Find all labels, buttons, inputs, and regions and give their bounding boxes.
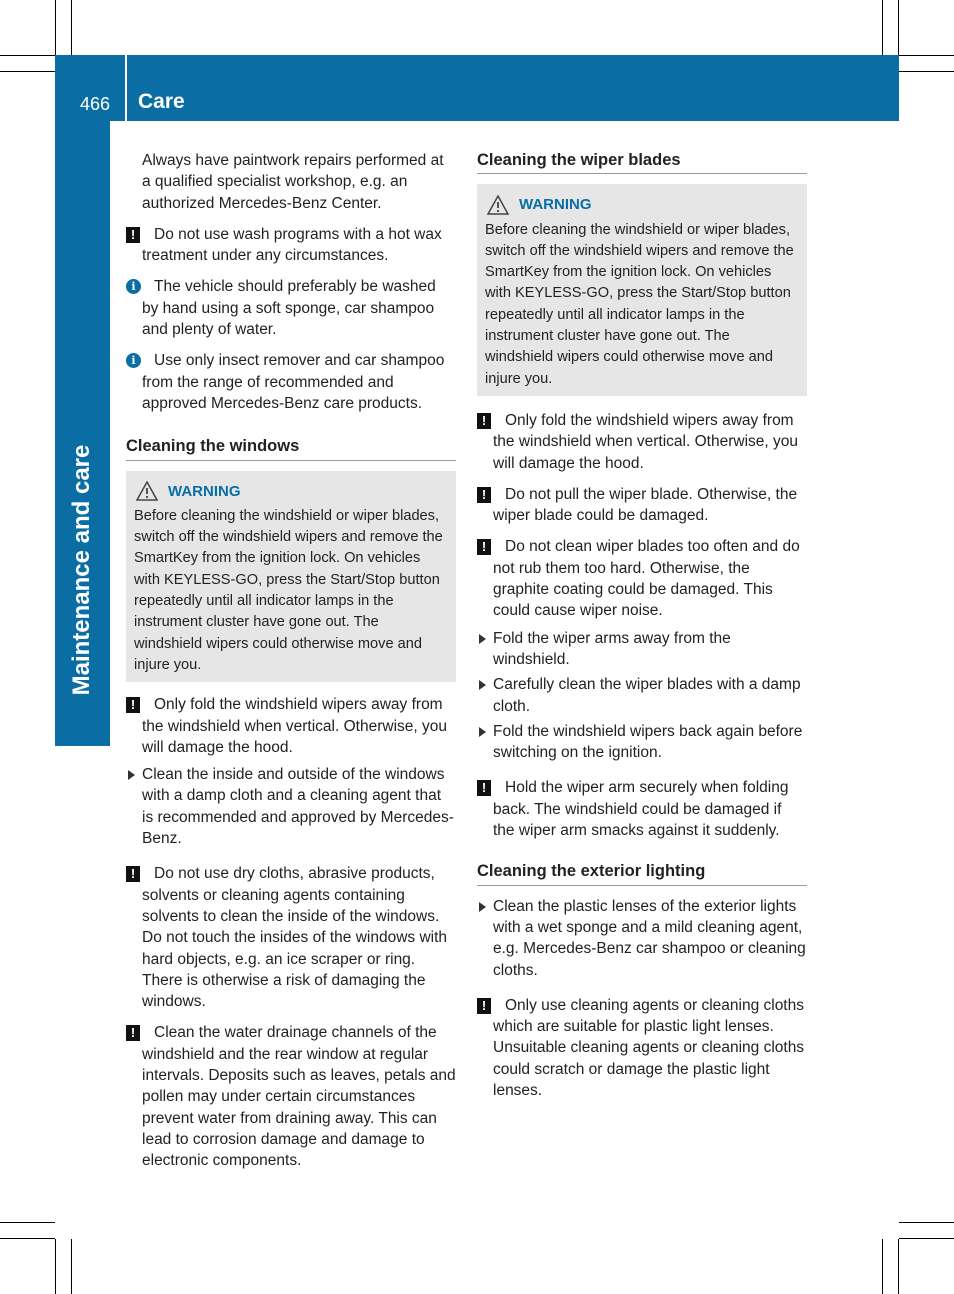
warning-header: [136, 481, 448, 502]
side-tab-label: Maintenance and care: [68, 444, 95, 696]
warning-label: WARNING: [168, 482, 241, 500]
warning-label: WARNING: [519, 196, 592, 214]
arrow-right-icon: [479, 634, 486, 644]
crop-mark: [71, 1239, 72, 1294]
caution-note: ! Do not use wash programs with a hot wax treatment under any circumstances.: [126, 224, 456, 267]
caution-note: ! Do not clean wiper blades too often and do not rub them too hard. Otherwise, the graphite coating could be damaged. This could cause wiper noise.: [477, 536, 807, 621]
crop-mark: [71, 0, 72, 55]
crop-mark: [882, 0, 883, 55]
section-title: Cleaning the exterior lighting: [477, 861, 807, 885]
intro-paragraph: Always have paintwork repairs performed at a qualified specialist workshop, e.g. an authorized Mercedes-Benz Center.: [142, 152, 444, 212]
caution-note: ! Hold the wiper arm securely when folding back. The windshield could be damaged if the wiper arm smacks against it suddenly.: [477, 777, 807, 841]
chapter-title: Care: [138, 90, 185, 113]
info-note: i Use only insect remover and car shampoo from the range of recommended and approved Mercedes-Benz care products.: [126, 350, 456, 414]
caution-note: ! Only use cleaning agents or cleaning cloths which are suitable for plastic light lenses. Unsuitable cleaning agents or cleaning cloths could scratch or damage the plastic light lenses.: [477, 995, 807, 1101]
right-column: [477, 150, 807, 1111]
crop-mark: [899, 71, 954, 72]
section-title: Cleaning the wiper blades: [477, 150, 807, 174]
caution-note: ! Only fold the windshield wipers away from the windshield when vertical. Otherwise, you will damage the hood.: [126, 694, 456, 758]
warning-box: [126, 471, 456, 683]
arrow-right-icon: [479, 902, 486, 912]
warning-box: [477, 184, 807, 396]
info-icon: i: [126, 353, 141, 368]
warning-text: Before cleaning the windshield or wiper blades, switch off the windshield wipers and remove the SmartKey from the ignition lock. On vehicles with KEYLESS-GO, press the Start/Stop button repeatedly until all indicator lamps in the instrument cluster have gone out. The windshield wipers could otherwise move and injure you.: [485, 221, 794, 387]
instruction-step: Fold the windshield wipers back again before switching on the ignition.: [477, 721, 807, 764]
warning-header: [487, 194, 799, 215]
caution-note: ! Clean the water drainage channels of the windshield and the rear window at regular intervals. Deposits such as leaves, petals and pollen may under certain circumstances prevent water from draining away. This can lead to corrosion damage and damage to electronic components.: [126, 1022, 456, 1171]
section-title: Cleaning the windows: [126, 436, 456, 460]
crop-mark: [55, 0, 56, 55]
instruction-step: Clean the plastic lenses of the exterior lights with a wet sponge and a mild cleaning agent, e.g. Mercedes-Benz car shampoo or cleaning cloths.: [477, 896, 807, 981]
exclamation-icon: !: [126, 697, 140, 713]
exclamation-icon: !: [477, 413, 491, 429]
crop-mark: [899, 1222, 954, 1223]
exclamation-icon: !: [126, 227, 140, 243]
crop-mark: [898, 0, 899, 55]
page-number: 466: [80, 94, 111, 114]
exclamation-icon: !: [477, 780, 491, 796]
caution-note: ! Do not pull the wiper blade. Otherwise, the wiper blade could be damaged.: [477, 484, 807, 527]
instruction-step: Fold the wiper arms away from the windshield.: [477, 628, 807, 671]
instruction-step: Carefully clean the wiper blades with a damp cloth.: [477, 674, 807, 717]
crop-mark: [55, 1239, 56, 1294]
warning-text: Before cleaning the windshield or wiper blades, switch off the windshield wipers and remove the SmartKey from the ignition lock. On vehicles with KEYLESS-GO, press the Start/Stop button repeatedly until all indicator lamps in the instrument cluster have gone out. The windshield wipers could otherwise move and injure you.: [134, 507, 443, 673]
crop-mark: [899, 1238, 954, 1239]
info-note: i The vehicle should preferably be washed by hand using a soft sponge, car shampoo and plenty of water.: [126, 276, 456, 340]
exclamation-icon: !: [126, 1025, 140, 1041]
caution-note: ! Do not use dry cloths, abrasive products, solvents or cleaning agents containing solvents to clean the inside of the windows. Do not touch the insides of the windows with hard objects, e.g. an ice scraper or ring. There is otherwise a risk of damaging the windows.: [126, 863, 456, 1012]
crop-mark: [898, 1239, 899, 1294]
crop-mark: [0, 1222, 55, 1223]
exclamation-icon: !: [477, 998, 491, 1014]
warning-triangle-icon: [136, 481, 158, 501]
instruction-step: Clean the inside and outside of the windows with a damp cloth and a cleaning agent that is recommended and approved by Mercedes-Benz.: [126, 764, 456, 849]
info-icon: i: [126, 279, 141, 294]
warning-triangle-icon: [487, 195, 509, 215]
arrow-right-icon: [128, 770, 135, 780]
arrow-right-icon: [479, 727, 486, 737]
arrow-right-icon: [479, 680, 486, 690]
left-column: [126, 150, 456, 1181]
exclamation-icon: !: [126, 866, 140, 882]
header-divider: [125, 55, 127, 121]
caution-note: ! Only fold the windshield wipers away from the windshield when vertical. Otherwise, you will damage the hood.: [477, 410, 807, 474]
crop-mark: [0, 55, 55, 56]
crop-mark: [0, 1238, 55, 1239]
crop-mark: [899, 55, 954, 56]
exclamation-icon: !: [477, 487, 491, 503]
exclamation-icon: !: [477, 539, 491, 555]
crop-mark: [882, 1239, 883, 1294]
crop-mark: [0, 71, 55, 72]
